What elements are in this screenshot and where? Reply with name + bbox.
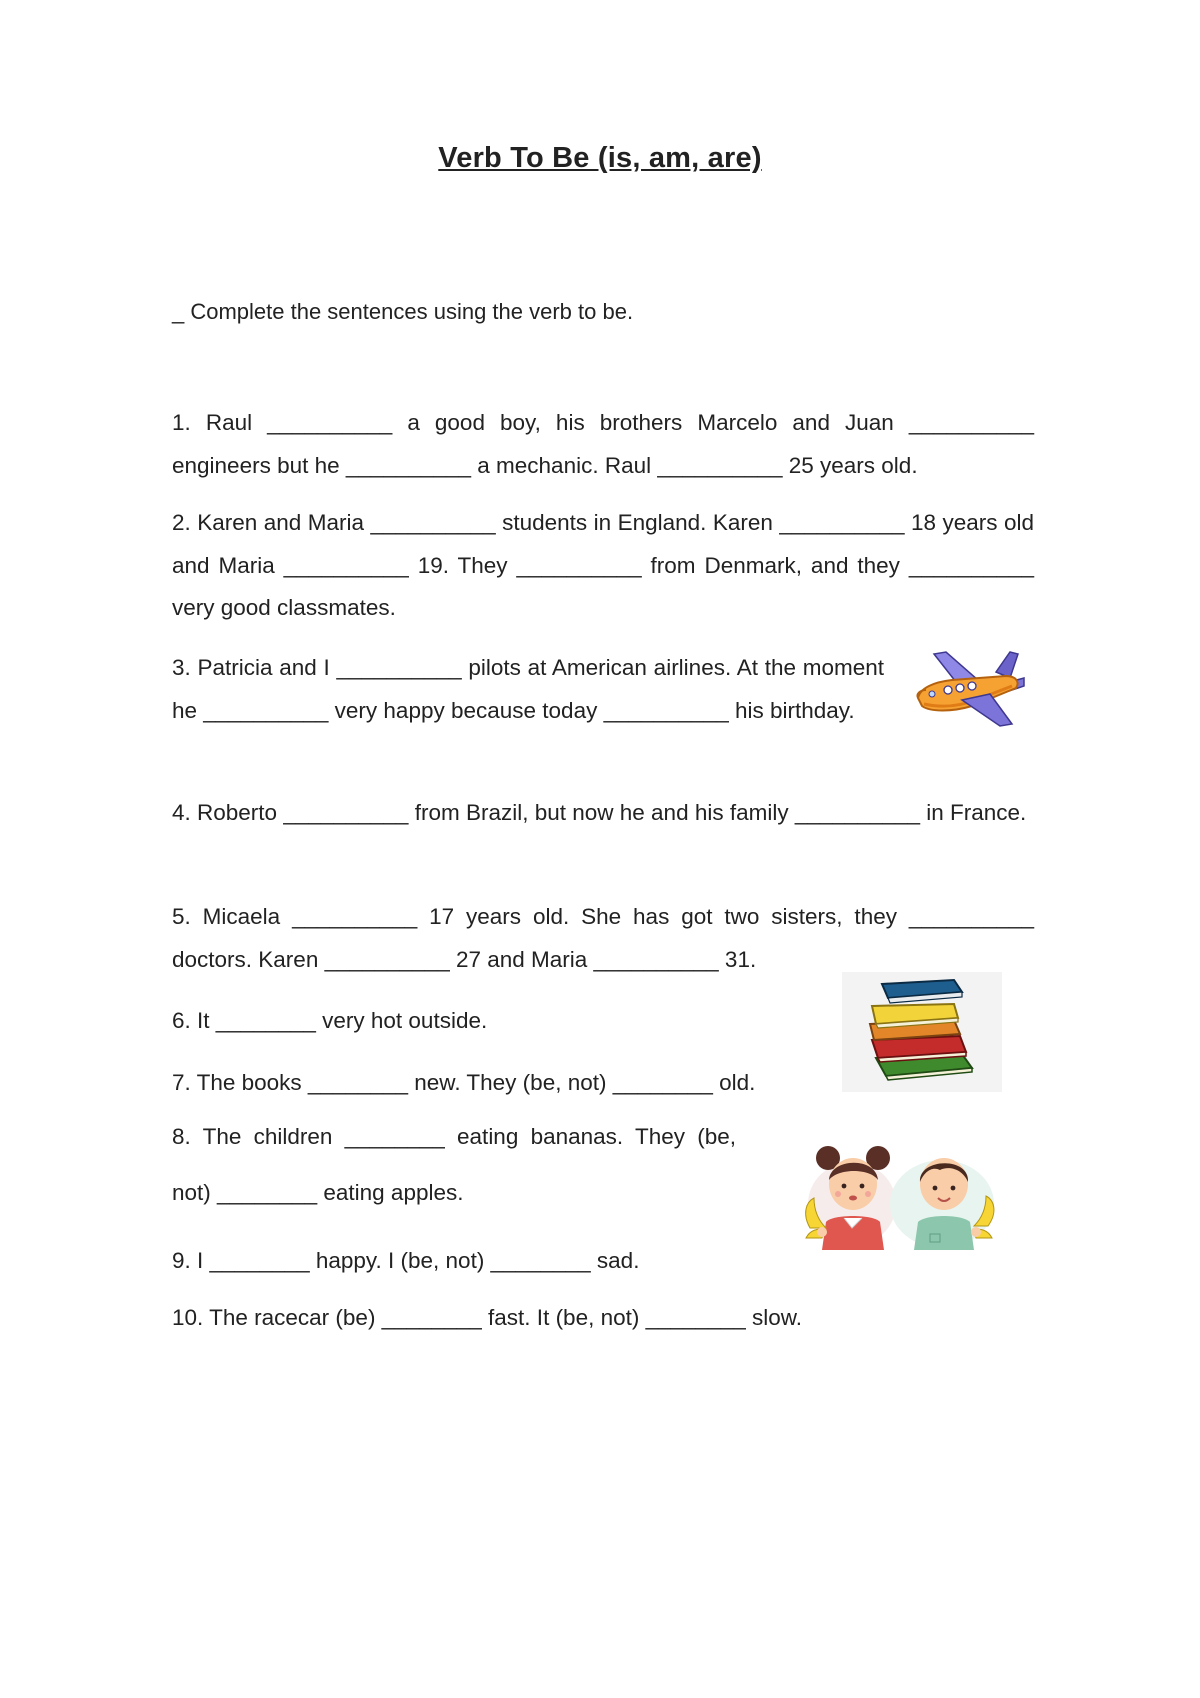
exercise-item-6: 6. It ________ very hot outside. bbox=[172, 1008, 488, 1033]
exercise-item-10: 10. The racecar (be) ________ fast. It (be, not) ________ slow. bbox=[172, 1305, 802, 1330]
instruction-text: _ Complete the sentences using the verb to be. bbox=[172, 299, 634, 324]
exercise-item-8-continued: not) ________ eating apples. bbox=[172, 1180, 464, 1205]
exercise-item-8: 8. The children ________ eating bananas. They (be, bbox=[172, 1124, 737, 1149]
exercise-item-3: 3. Patricia and I __________ pilots at American airlines. At the moment he __________ very happy because today __________ his birthday. bbox=[172, 655, 884, 723]
worksheet-title: Verb To Be (is, am, are) bbox=[438, 142, 762, 174]
stack-of-books-icon bbox=[842, 972, 1002, 1092]
children-eating-bananas-icon bbox=[792, 1138, 1008, 1250]
airplane-icon bbox=[912, 648, 1028, 730]
exercise-item-4: 4. Roberto __________ from Brazil, but now he and his family __________ in France. bbox=[172, 800, 1027, 825]
exercise-item-1: 1. Raul __________ a good boy, his brothers Marcelo and Juan __________ engineers but he __________ a mechanic. Raul __________ 25 years old. bbox=[172, 410, 1034, 478]
exercise-item-9: 9. I ________ happy. I (be, not) ________ sad. bbox=[172, 1248, 640, 1273]
exercise-item-2: 2. Karen and Maria __________ students in England. Karen __________ 18 years old and Maria __________ 19. They __________ from Denmark, and they __________ very good classmates. bbox=[172, 510, 1034, 620]
exercise-item-7: 7. The books ________ new. They (be, not) ________ old. bbox=[172, 1070, 756, 1095]
exercise-item-5: 5. Micaela __________ 17 years old. She has got two sisters, they __________ doctors. Karen __________ 27 and Maria __________ 31. bbox=[172, 904, 1034, 972]
